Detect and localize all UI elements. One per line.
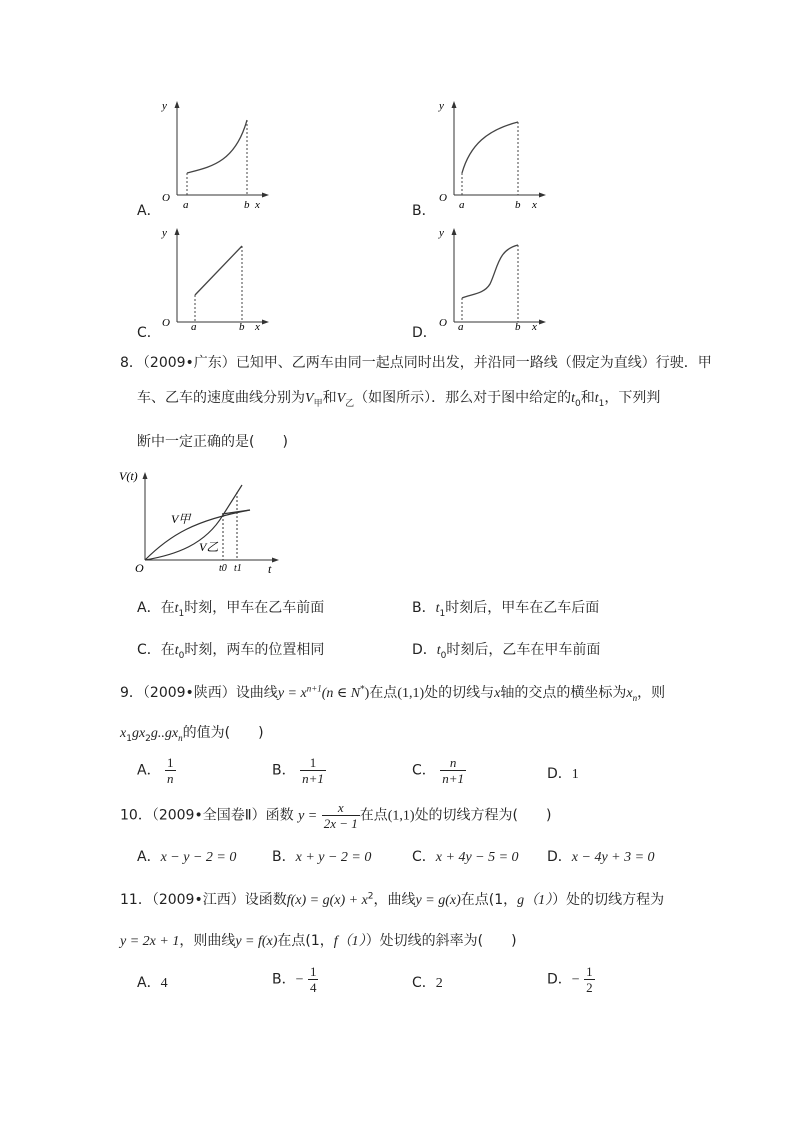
numerator: n <box>440 755 466 771</box>
equation: x − y − 2 = 0 <box>160 850 237 865</box>
q10-func: y = <box>298 808 318 824</box>
origin-label: O <box>439 192 447 204</box>
equation: x − 4y + 3 = 0 <box>571 850 655 865</box>
q9-x1: x <box>120 726 127 741</box>
label: A．在 <box>137 600 175 616</box>
t-symbol: t <box>435 601 440 616</box>
q8-velocity-graph <box>115 460 290 580</box>
label: C． <box>412 849 436 865</box>
vt-label: V(t) <box>119 469 138 483</box>
t-sub: 1 <box>178 608 185 619</box>
fraction <box>300 755 326 786</box>
q9-text-b: 在点 <box>369 685 398 701</box>
x-axis-arrow <box>539 320 546 325</box>
q10-option-b <box>272 846 371 866</box>
label: A． <box>137 975 161 991</box>
q10-text-b: 在点 <box>359 807 388 824</box>
numerator: 1 <box>309 964 317 979</box>
a-label: a <box>458 321 464 333</box>
origin-label: O <box>162 192 170 204</box>
q11-g1: g（1） <box>517 893 553 908</box>
q9-text-d: 轴的交点的横坐标为 <box>500 685 627 701</box>
graph-c <box>155 222 275 342</box>
graph-b <box>432 95 552 215</box>
q11-func: f(x) = g(x) + x <box>286 893 368 908</box>
q11-number: 11． <box>120 892 152 908</box>
q8-option-d <box>412 639 600 661</box>
text: 时刻后，甲车在乙车后面 <box>445 600 600 616</box>
x-label: x <box>255 321 260 333</box>
option-d-label: D． <box>412 325 437 341</box>
q8-text-2a: 车、乙车的速度曲线分别为 <box>137 390 305 406</box>
q9-option-a <box>137 755 176 786</box>
x-axis-arrow <box>539 193 546 198</box>
denominator: 2 <box>586 980 593 995</box>
y-axis-arrow <box>175 228 180 235</box>
q11-text-f: 在点(1， <box>277 933 334 949</box>
t-sub: 1 <box>439 608 446 619</box>
y-axis-arrow <box>452 101 457 108</box>
q8-text-1: 已知甲、乙两车由同一起点同时出发，并沿同一路线（假定为直线）行驶．甲 <box>235 355 712 371</box>
q11-text-d: ）处的切线方程为 <box>552 892 665 908</box>
a-label: a <box>183 199 189 211</box>
q10-text-a: 函数 <box>265 807 294 824</box>
label: B． <box>272 971 296 988</box>
fraction <box>584 964 595 995</box>
curve <box>462 122 518 173</box>
q9-gxn: g..gx <box>150 726 179 741</box>
label: C．在 <box>137 642 175 658</box>
q9-xn-sub: n <box>632 692 638 703</box>
graph-a <box>155 95 275 215</box>
q9-text-c: 处的切线与 <box>424 685 495 701</box>
q9-x2-sub: 2 <box>145 733 151 744</box>
a-label: a <box>191 321 197 333</box>
q8-text-2b: （如图所示）．那么对于图中给定的 <box>354 390 572 406</box>
q10-number: 10． <box>120 807 152 824</box>
equation: x + y − 2 = 0 <box>295 850 372 865</box>
b-label: b <box>515 321 521 333</box>
q8-option-a <box>137 597 324 619</box>
t1-label: t1 <box>234 563 242 574</box>
q9-option-b <box>272 755 326 786</box>
q10-option-d <box>547 846 655 866</box>
text: 时刻，两车的位置相同 <box>184 642 325 658</box>
x-label: x <box>532 199 537 211</box>
q9-exp: n+1 <box>306 683 322 694</box>
v-yi-curve <box>145 485 242 560</box>
q11-option-b <box>272 964 318 995</box>
b-label: b <box>244 199 250 211</box>
y-label: y <box>439 100 444 112</box>
fraction <box>440 755 466 786</box>
label: C． <box>412 762 436 779</box>
fraction <box>308 964 319 995</box>
option-b-label: B． <box>412 203 436 219</box>
q8-source: （2009•广东） <box>142 355 236 371</box>
q9-cond: (n ∈ N <box>321 686 361 701</box>
q9-source: （2009•陕西） <box>142 685 236 701</box>
x-axis-arrow <box>262 193 269 198</box>
q10-option-c <box>412 846 519 866</box>
numerator: 1 <box>167 755 174 770</box>
x-axis-arrow <box>272 558 279 563</box>
q9-option-d <box>547 763 579 783</box>
t-sub: 0 <box>440 650 447 661</box>
v-jia-curve <box>145 510 250 560</box>
v-jia-sub: 甲 <box>313 398 323 409</box>
y-label: y <box>439 227 444 239</box>
text: 时刻，甲车在乙车前面 <box>184 600 325 616</box>
q11-text-b: ，曲线 <box>373 892 416 908</box>
t1-symbol: t <box>594 391 599 406</box>
value: 2 <box>435 976 443 991</box>
q11-curve: y = g(x) <box>415 893 461 908</box>
option-a-label: A． <box>137 203 161 219</box>
denominator: n+1 <box>442 771 465 786</box>
q10-text-c: 处的切线方程为( ) <box>414 807 552 824</box>
q11-tangent: y = 2x + 1 <box>120 934 180 949</box>
q11-curve2: y = f(x) <box>235 934 278 949</box>
denominator: n <box>167 771 174 786</box>
y-axis-arrow <box>175 101 180 108</box>
q8-line-2 <box>137 387 660 409</box>
equation: x + 4y − 5 = 0 <box>435 850 519 865</box>
denominator: 4 <box>309 980 317 995</box>
q9-cond-end: ) <box>364 686 370 701</box>
q9-text-e: ，则 <box>637 685 666 701</box>
q9-xn-sub-2: n <box>178 732 183 743</box>
v-jia-symbol: V <box>305 391 314 406</box>
t-symbol: t <box>174 643 179 658</box>
q10-source: （2009•全国卷Ⅱ） <box>151 807 266 824</box>
numerator: 1 <box>300 755 326 771</box>
q9-line-2 <box>120 722 264 744</box>
label: B． <box>272 849 296 865</box>
label: D． <box>547 766 572 782</box>
origin-label: O <box>135 561 144 575</box>
q11-text-e: ，则曲线 <box>179 933 236 949</box>
t-symbol: t <box>174 601 179 616</box>
q9-point: (1,1) <box>397 686 425 701</box>
q9-x: x <box>494 686 501 701</box>
x-axis-arrow <box>262 320 269 325</box>
q11-line-2 <box>120 930 517 950</box>
denominator: n+1 <box>302 771 324 786</box>
t-sub: 0 <box>178 650 185 661</box>
q8-text-2c: ，下列判 <box>604 390 661 406</box>
q8-he: 和 <box>322 390 337 406</box>
q9-text-f: 的值为( ) <box>182 725 264 741</box>
curve <box>462 245 518 298</box>
t0-symbol: t <box>571 391 576 406</box>
t0-sub: 0 <box>575 398 581 409</box>
q8-option-b <box>412 597 599 619</box>
numerator: 1 <box>586 964 593 979</box>
q8-number: 8． <box>120 355 143 371</box>
b-label: b <box>515 199 521 211</box>
q9-number: 9． <box>120 685 143 701</box>
origin-label: O <box>439 317 447 329</box>
x-label: x <box>532 321 537 333</box>
q9-star: * <box>360 684 365 695</box>
q9-line-1 <box>120 682 665 703</box>
label: D． <box>412 642 437 658</box>
fraction <box>165 755 176 786</box>
q9-curve: y = x <box>277 686 307 701</box>
label: D． <box>547 971 572 988</box>
label: A． <box>137 762 161 779</box>
q10-line-1 <box>120 800 552 831</box>
q11-option-a <box>137 972 168 992</box>
t-axis-label: t <box>268 562 272 576</box>
v-yi-sub: 乙 <box>345 398 355 409</box>
option-c-label: C． <box>137 325 161 341</box>
label: D． <box>547 849 572 865</box>
t0-label: t0 <box>219 563 227 574</box>
t-symbol: t <box>436 643 441 658</box>
q10-point: (1,1) <box>387 808 415 824</box>
x-label: x <box>255 199 260 211</box>
q11-sq: 2 <box>367 891 374 902</box>
q9-option-c <box>412 755 466 786</box>
q11-f1: f（1） <box>333 934 366 949</box>
origin-label: O <box>162 317 170 329</box>
q9-text-a: 设曲线 <box>235 685 278 701</box>
label: B． <box>272 762 296 779</box>
text: 时刻后，乙车在甲车前面 <box>446 642 601 658</box>
value: 1 <box>571 767 579 782</box>
label: A． <box>137 849 161 865</box>
label: B． <box>412 600 436 616</box>
y-axis-arrow <box>452 228 457 235</box>
label: C． <box>412 975 436 991</box>
v-yi-label: V乙 <box>199 540 219 554</box>
q11-line-1 <box>120 889 664 909</box>
numerator: x <box>322 800 360 816</box>
q9-xn: x <box>626 686 633 701</box>
y-label: y <box>162 227 167 239</box>
q11-option-c <box>412 972 443 992</box>
graph-d <box>432 222 552 342</box>
sign: − <box>571 972 580 988</box>
q11-text-a: 设函数 <box>244 892 287 908</box>
q10-option-a <box>137 846 236 866</box>
denominator: 2x − 1 <box>323 816 358 831</box>
q9-gx2: gx <box>131 726 146 741</box>
q11-text-g: ）处切线的斜率为( ) <box>365 933 517 949</box>
q10-fraction <box>322 800 360 831</box>
v-jia-label: V甲 <box>171 512 191 526</box>
t1-sub: 1 <box>598 398 605 409</box>
v-yi-symbol: V <box>336 391 346 406</box>
q8-option-c <box>137 639 324 661</box>
q11-text-c: 在点(1， <box>460 892 518 908</box>
curve <box>187 120 247 173</box>
sign: − <box>295 972 304 988</box>
line <box>195 246 242 295</box>
q9-x1-sub: 1 <box>126 733 132 744</box>
a-label: a <box>459 199 465 211</box>
y-label: y <box>162 100 167 112</box>
value: 4 <box>160 976 168 991</box>
q11-option-d <box>547 964 595 995</box>
b-label: b <box>239 321 245 333</box>
q11-source: （2009•江西） <box>151 892 245 908</box>
q8-he-2: 和 <box>580 390 595 406</box>
q8-line-1 <box>120 352 712 372</box>
q8-line-3: 断中一定正确的是( ) <box>137 434 288 450</box>
y-axis-arrow <box>143 472 148 479</box>
